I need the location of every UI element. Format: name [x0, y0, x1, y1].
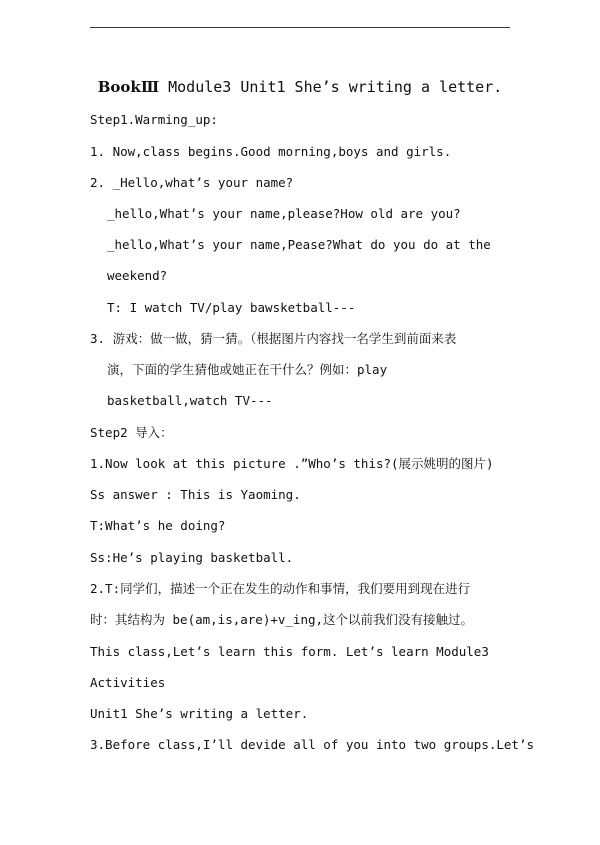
text-line: Activities [90, 675, 166, 690]
text-line: T: I watch TV/play bawsketball--- [107, 300, 356, 315]
text-line: 3.Before class,I’ll devide all of you into two groups.Let’s [90, 737, 535, 752]
text-line: _hello,What’s your name,please?How old are you? [107, 206, 461, 221]
text-line: 时：其结构为 be(am,is,are)+v_ing,这个以前我们没有接触过。 [90, 612, 474, 627]
text-line: 3. 游戏：做一做，猜一猜。（根据图片内容找一名学生到前面来表 [90, 331, 457, 346]
text-line: 2.T:同学们，描述一个正在发生的动作和事情，我们要用到现在进行 [90, 581, 471, 596]
text-line: Ss answer : This is Yaoming. [90, 487, 301, 502]
title-text: Module3 Unit1 She’s writing a letter. [159, 78, 503, 96]
text-line: Ss:He’s playing basketball. [90, 550, 294, 565]
text-line: 2. _Hello,what’s your name? [90, 175, 294, 190]
text-line: 演，下面的学生猜他或她正在干什么？例如：play [107, 362, 388, 377]
text-line: basketball,watch TV--- [107, 393, 273, 408]
text-line: This class,Let’s learn this form. Let’s learn Module3 [90, 644, 489, 659]
page-title [0, 78, 600, 96]
text-line: Unit1 She’s writing a letter. [90, 706, 309, 721]
text-line: _hello,What’s your name,Pease?What do you do at the [107, 237, 491, 252]
text-line: Step1.Warming_up: [90, 112, 218, 127]
text-line: T:What’s he doing? [90, 518, 226, 533]
top-rule [90, 27, 510, 28]
text-line: Step2 导入： [90, 425, 173, 440]
title-book: BookⅢ [97, 78, 160, 96]
text-line: 1.Now look at this picture .”Who’s this?(展示姚明的图片) [90, 456, 494, 471]
text-line: 1. Now,class begins.Good morning,boys and girls. [90, 144, 452, 159]
text-line: weekend? [107, 268, 168, 283]
